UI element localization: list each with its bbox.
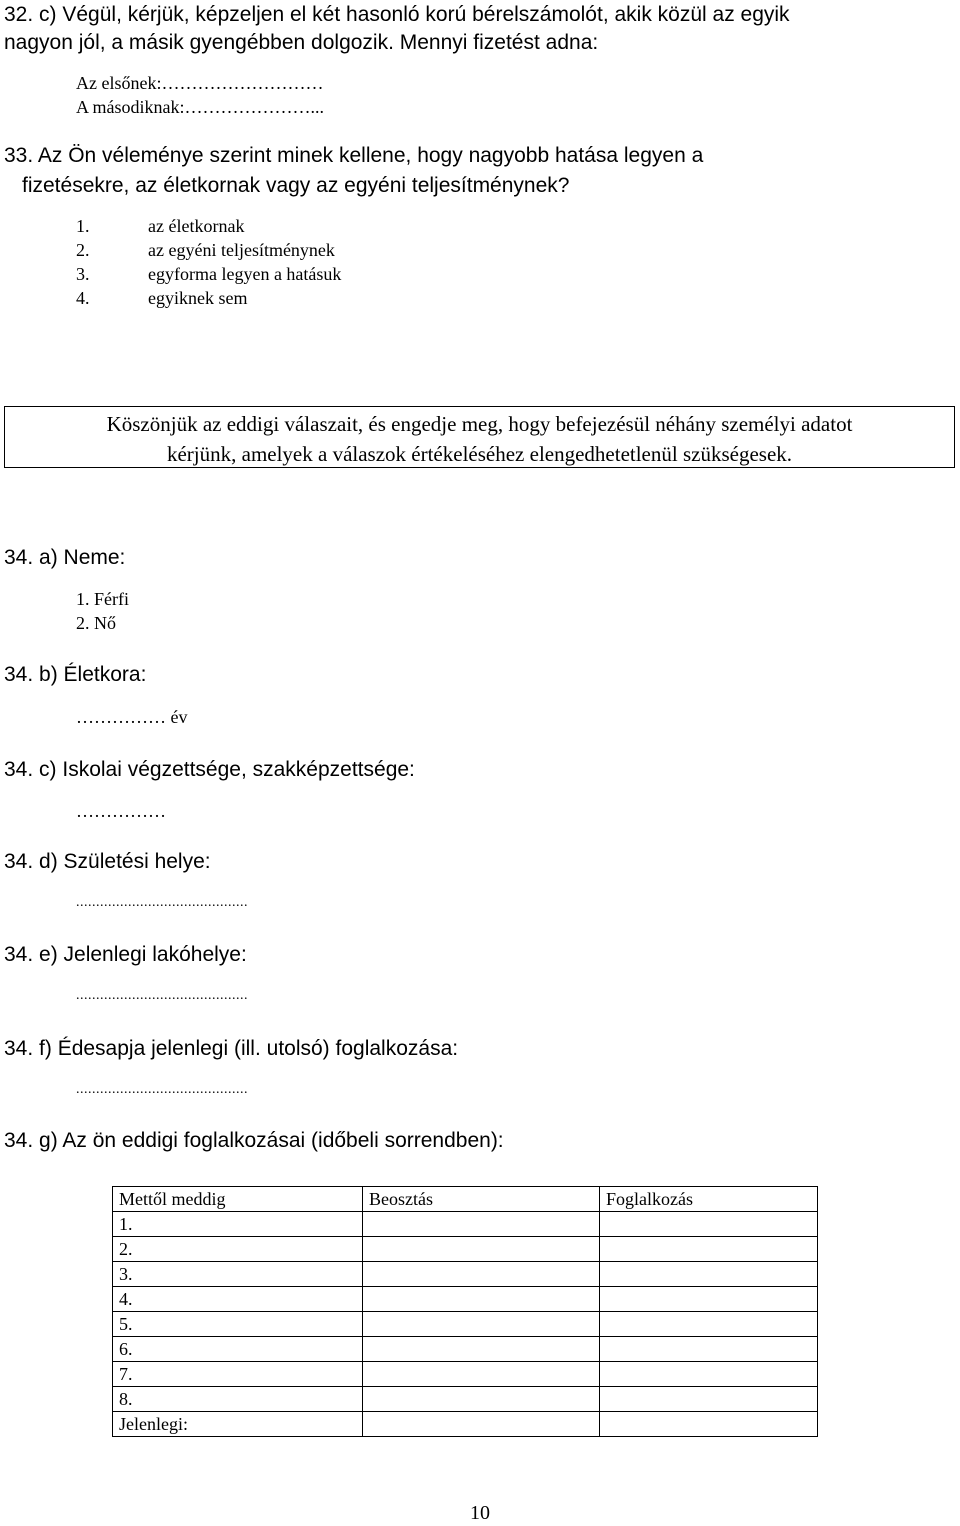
notice-line1: Köszönjük az eddigi válaszait, és engedje meg, hogy befejezésül néhány személyi adatot [106,412,853,436]
table-header-row [113,1187,818,1212]
table-row [113,1287,818,1312]
table-row-label[interactable]: 8. [113,1387,363,1412]
q32c-second-answer[interactable]: A másodiknak:…………………... [76,97,324,117]
table-cell[interactable] [600,1387,818,1412]
q34a-option-2[interactable]: 2. Nő [76,613,116,633]
table-row-label[interactable]: 2. [113,1237,363,1262]
table-row-label[interactable]: 7. [113,1362,363,1387]
table-header-cell: Foglalkozás [600,1187,818,1212]
thank-you-notice [4,406,955,468]
q32c-line2: nagyon jól, a másik gyengébben dolgozik. Mennyi fizetést adna: [4,31,599,54]
table-cell[interactable] [363,1362,600,1387]
option-number: 3. [76,264,90,284]
option-number: 2. [76,240,90,260]
q34a-option-1[interactable]: 1. Férfi [76,589,129,609]
q34g-title: 34. g) Az ön eddigi foglalkozásai (időbeli sorrendben): [4,1129,504,1152]
notice-line2: kérjünk, amelyek a válaszok értékeléséhez elengedhetetlenül szükségesek. [166,442,793,466]
q34c-answer[interactable]: …………… [76,801,166,821]
table-cell[interactable] [363,1287,600,1312]
option-text: egyforma legyen a hatásuk [148,264,342,284]
jobs-table [112,1186,818,1437]
option-text: az életkornak [148,216,245,236]
table-cell[interactable] [600,1237,818,1262]
q34a-title: 34. a) Neme: [4,546,126,569]
q33-line1: 33. Az Ön véleménye szerint minek kellene, hogy nagyobb hatása legyen a [4,144,704,167]
table-cell[interactable] [363,1262,600,1287]
q34d-title: 34. d) Születési helye: [4,850,211,873]
table-cell[interactable] [600,1362,818,1387]
table-cell[interactable] [600,1412,818,1437]
table-row [113,1387,818,1412]
table-cell[interactable] [363,1337,600,1362]
q32c-first-answer[interactable]: Az elsőnek:……………………… [76,73,324,93]
table-cell[interactable] [363,1237,600,1262]
table-cell[interactable] [363,1412,600,1437]
table-row-label[interactable]: Jelenlegi: [113,1412,363,1437]
table-row-label[interactable]: 5. [113,1312,363,1337]
table-row-label[interactable]: 4. [113,1287,363,1312]
page-number: 10 [470,1502,490,1524]
table-row-label[interactable]: 1. [113,1212,363,1237]
table-header-cell: Beosztás [363,1187,600,1212]
q34c-title: 34. c) Iskolai végzettsége, szakképzettsége: [4,758,415,781]
table-cell[interactable] [363,1312,600,1337]
q33-line2: fizetésekre, az életkornak vagy az egyéni teljesítménynek? [22,174,570,197]
q34b-title: 34. b) Életkora: [4,663,147,686]
table-row [113,1212,818,1237]
q33-option-2[interactable] [76,239,335,261]
q33-option-3[interactable] [76,263,342,285]
table-cell[interactable] [363,1212,600,1237]
q34d-answer[interactable]: ........................................... [76,895,248,910]
option-text: az egyéni teljesítménynek [148,240,335,260]
q33-option-4[interactable] [76,287,248,309]
table-cell[interactable] [600,1287,818,1312]
q33-option-1[interactable] [76,215,245,237]
option-number: 1. [76,216,90,236]
table-cell[interactable] [600,1212,818,1237]
table-row [113,1262,818,1287]
option-text: egyiknek sem [148,288,248,308]
q34e-title: 34. e) Jelenlegi lakóhelye: [4,943,247,966]
table-row [113,1362,818,1387]
table-row-label[interactable]: 3. [113,1262,363,1287]
table-row [113,1412,818,1437]
q34f-answer[interactable]: ........................................... [76,1082,248,1097]
table-cell[interactable] [363,1387,600,1412]
table-cell[interactable] [600,1312,818,1337]
q34b-answer[interactable]: …………… év [76,707,188,727]
table-row-label[interactable]: 6. [113,1337,363,1362]
table-row [113,1312,818,1337]
table-cell[interactable] [600,1337,818,1362]
option-number: 4. [76,288,90,308]
q34f-title: 34. f) Édesapja jelenlegi (ill. utolsó) foglalkozása: [4,1037,459,1060]
table-header-cell: Mettől meddig [113,1187,363,1212]
q32c-line1: 32. c) Végül, kérjük, képzeljen el két hasonló korú bérelszámolót, akik közül az egyik [4,3,790,26]
table-row [113,1237,818,1262]
table-row [113,1337,818,1362]
table-cell[interactable] [600,1262,818,1287]
q34e-answer[interactable]: ........................................... [76,988,248,1003]
